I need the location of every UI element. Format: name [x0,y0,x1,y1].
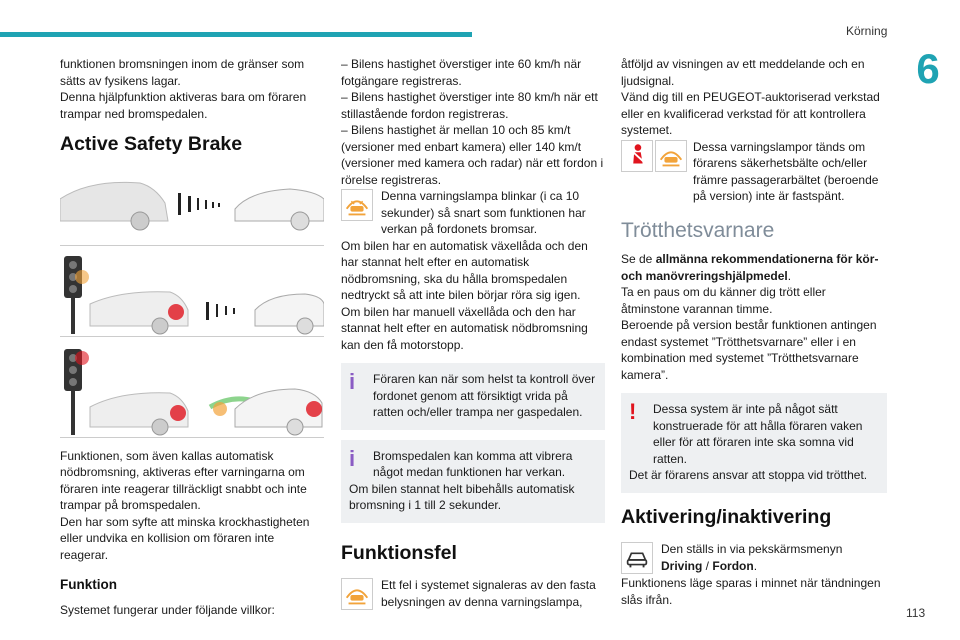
heading-funktionsfel: Funktionsfel [341,541,457,564]
illustration-car-approach [60,169,324,246]
info-icon: i [349,369,356,394]
seatbelt-paragraph [621,139,887,205]
pause-text: Ta en paus om du känner dig trött eller åtminstone varannan timme. [621,285,826,316]
heading-active-safety-brake: Active Safety Brake [60,133,243,155]
recommendation-text [621,251,887,284]
condition-1: – Bilens hastighet överstiger inte 60 km/h när fotgängare registreras. [341,57,582,88]
collision-warning-lamp-icon [655,140,687,172]
column-1 [60,56,324,618]
condition-2: – Bilens hastighet överstiger inte 80 km/h när ett stillastående fordon registreras. [341,90,598,121]
info-box-control [341,363,605,430]
lamp-paragraph [341,188,605,238]
warning-text-b: Det är förarens ansvar att stoppa vid trötthet. [629,468,868,482]
warning-text-a: Dessa system är inte på något sätt konstruerade för att hålla föraren vaken eller för att föraren inte ska somna vid ratten. [653,402,863,466]
illustration-car-warning [60,254,324,337]
chapter-number: 6 [916,45,940,92]
heading-aktivering: Aktivering/inaktivering [621,505,832,528]
menu-path-fordon: Fordon [712,558,754,573]
seatbelt-warning-icon [621,140,653,172]
fault-paragraph [341,577,605,611]
manual-gearbox-text: Om bilen har manuell växellåda och den har stannat helt efter en automatisk nödbromsning kan den få motorstopp. [341,304,588,352]
section-title: Körning [846,24,888,38]
recommendation-link: allmänna rekommendationerna för kör och manövreringshjälpmedel [621,252,879,283]
fault-continuation: åtföljd av visningen av ett meddelande och en ljudsignal. [621,57,865,88]
column-2 [341,56,605,611]
info-box-vibration [341,440,605,523]
subheading-funktion: Funktion [60,577,117,592]
menu-path-separator: / [702,558,713,573]
page-number: 113 [906,606,926,620]
see-suffix: . [787,268,792,283]
collision-warning-lamp-icon [341,189,373,221]
collision-warning-lamp-icon [341,578,373,610]
warning-icon: ! [629,399,637,424]
car-menu-icon [621,542,653,574]
info-icon: i [349,445,356,471]
heading-trotthetsvarnare: Trötthetsvarnare [621,218,775,242]
header-accent-bar [0,32,472,37]
condition-3: – Bilens hastighet är mellan 10 och 85 km/t (versioner med enbart kamera) eller 140 km/t (versioner med kamera och radar) när ett fordon i rörelse registreras. [341,123,604,187]
function-description-2: Den har som syfte att minska krockhastigheten eller undvika en kollision om föraren inte reagerar. [60,514,310,562]
memory-text: Funktionens läge sparas i minnet när tändningen slås ifrån. [621,576,881,607]
info-text-2a: Bromspedalen kan komma att vibrera något medan funktionen har verkan. [373,448,573,479]
workshop-contact: Vänd dig till en PEUGEOT-auktoriserad verkstad eller en kvalificerad verkstad för att kontrollera systemet. [621,90,880,137]
menu-path-driving: Driving [661,558,703,573]
see-prefix: Se de [621,252,653,266]
column-3 [621,56,887,608]
conditions-intro: Systemet fungerar under följande villkor: [60,602,275,617]
warning-box [621,393,887,493]
lamp-text: Denna varningslampa blinkar (i ca 10 sekunder) så snart som funktionen har verkan på fordonets bromsar. [381,189,586,236]
info-text-2b: Om bilen stannat helt bibehålls automatisk bromsning i 1 till 2 sekunder. [349,481,575,512]
traffic-light-icon [60,345,324,437]
info-text-1: Föraren kan när som helst ta kontroll över fordonet genom att försiktigt vrida på ratten och/eller trampa ner gaspedalen. [373,372,596,419]
intro-text-2: Denna hjälpfunktion aktiveras bara om föraren trampar ned bromspedalen. [60,90,307,121]
illustration-emergency-brake [60,345,324,438]
menu-text: Den ställs in via pekskärmsmenyn [661,542,843,556]
fault-text: Ett fel i systemet signaleras av den fasta belysningen av denna varningslampa, [381,578,596,609]
seatbelt-text: Dessa varningslampor tänds om förarens säkerhetsbälte och/eller främre passagerarbältet (beroende på version) inte är fastspänt. [693,139,879,203]
menu-path-end: . [753,558,758,573]
function-description-1: Funktionen, som även kallas automatisk nödbromsning, aktiveras efter varningarna om föraren inte reagerar tillräckligt snabbt och inte trampar på bromspedalen. [60,448,307,512]
version-text: Beroende på version består funktionen antingen endast systemet ”Trötthetsvarnare” eller i en kombination med systemet ”Trötthetsvarnare kamera”. [621,318,877,382]
automatic-gearbox-text: Om bilen har en automatisk växellåda och den har stannat helt efter en automatisk nödbromsning, ska du hålla bromspedalen nedtryckt så att inte bilen börjar röra sig igen. [341,238,588,302]
intro-text-1: funktionen bromsningen inom de gränser som sätts av fysikens lagar. [60,57,305,88]
traffic-light-icon [60,254,324,336]
menu-paragraph [621,541,887,575]
